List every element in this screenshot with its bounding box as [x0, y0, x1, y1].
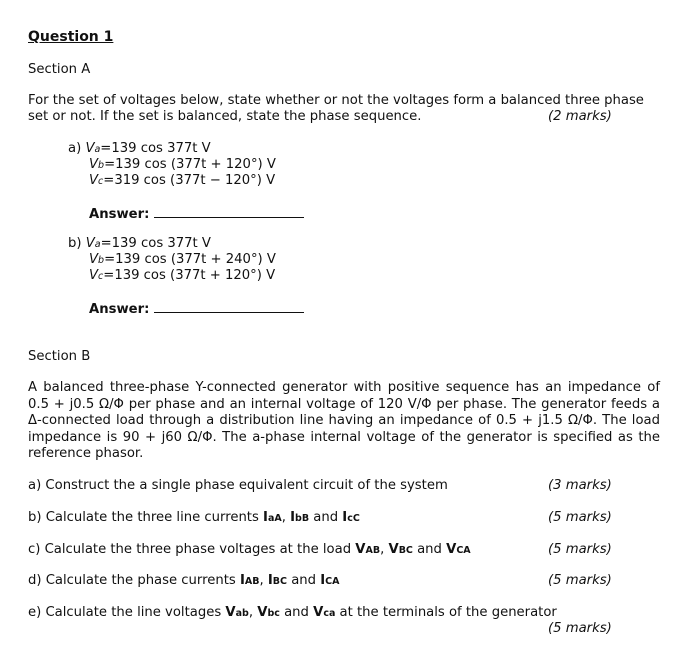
part-a-answer-label: Answer:	[89, 207, 150, 222]
section-a-heading: Section A	[28, 62, 91, 77]
section-b-heading: Section B	[28, 349, 91, 364]
voltage-AB	[355, 542, 380, 557]
separator: ,	[281, 510, 291, 525]
current-subscript: bB	[295, 513, 310, 524]
current-subscript: aA	[267, 513, 282, 524]
voltage-subscript: bc	[267, 608, 280, 619]
separator: ,	[380, 542, 389, 557]
part-a-va	[68, 141, 211, 156]
current-subscript: BC	[272, 576, 287, 587]
part-b-label: b)	[68, 236, 82, 251]
va-symbol: Va	[85, 236, 101, 251]
part-a-vc-expr: =319 cos (377t − 120°) V	[103, 173, 276, 188]
current-symbol: I	[267, 573, 273, 588]
item-b-text	[28, 510, 360, 525]
item-d-text	[28, 573, 339, 588]
item-d-prefix: d) Calculate the phase currents	[28, 573, 240, 588]
part-a-label: a)	[68, 141, 82, 156]
part-b-answer	[89, 300, 304, 317]
part-a-vb-expr: =139 cos (377t + 120°) V	[104, 157, 276, 172]
item-b-prefix: b) Calculate the three line currents	[28, 510, 264, 525]
voltage-subscript: ca	[323, 608, 336, 619]
voltage-bc	[257, 605, 280, 620]
vc-symbol: Vc	[89, 173, 104, 188]
item-a-text: a) Construct the a single phase equivalent circuit of the system	[28, 478, 448, 493]
current-symbol: I	[239, 573, 245, 588]
separator: and	[412, 542, 447, 557]
part-a-answer-line[interactable]	[154, 205, 304, 218]
part-a-va-expr: =139 cos 377t V	[100, 141, 211, 156]
voltage-symbol: V	[257, 605, 268, 620]
separator: and	[287, 573, 321, 588]
voltage-ab	[225, 605, 248, 620]
item-a-marks: (3 marks)	[548, 478, 612, 493]
item-c-text	[28, 542, 471, 557]
voltage-CA	[446, 542, 471, 557]
item-e-text	[28, 605, 557, 620]
voltage-subscript: AB	[365, 545, 381, 556]
current-subscript: AB	[244, 576, 260, 587]
current-aA	[263, 510, 282, 525]
part-a-answer	[89, 205, 304, 222]
item-b-marks: (5 marks)	[548, 510, 612, 525]
current-bB	[290, 510, 309, 525]
part-b-answer-label: Answer:	[89, 302, 150, 317]
vc-symbol: Vc	[89, 268, 104, 283]
vb-symbol: Vb	[89, 157, 105, 172]
part-a-vb	[89, 157, 276, 172]
current-symbol: I	[320, 573, 326, 588]
voltage-BC	[388, 542, 412, 557]
voltage-ca	[313, 605, 335, 620]
part-b-va	[68, 236, 211, 251]
item-c-prefix: c) Calculate the three phase voltages at the load	[28, 542, 356, 557]
voltage-symbol: V	[225, 605, 236, 620]
current-symbol: I	[290, 510, 296, 525]
question-title: Question 1	[28, 29, 114, 45]
section-a-intro-line2: set or not. If the set is balanced, state the phase sequence.	[28, 109, 422, 124]
current-cC	[342, 510, 360, 525]
current-AB	[240, 573, 260, 588]
current-symbol: I	[263, 510, 268, 525]
part-b-vb	[89, 252, 276, 267]
voltage-symbol: V	[388, 542, 399, 557]
separator: ,	[259, 573, 268, 588]
current-subscript: cC	[347, 513, 360, 524]
current-symbol: I	[342, 510, 348, 525]
voltage-symbol: V	[446, 542, 457, 557]
item-e-suffix: at the terminals of the generator	[335, 605, 557, 620]
part-a-vc	[89, 173, 275, 188]
section-b-paragraph: A balanced three-phase Y-connected generator with positive sequence has an impedance of 0.5 + j0.5 Ω/Φ per phase and an internal voltage of 120 V/Φ per phase. The generator feeds a Δ-connected load through a distribution line having an impedance of 0.5 + j1.5 Ω/Φ. The load impedance is 90 + j60 Ω/Φ. The a-phase internal voltage of the generator is specified as the reference phasor.	[28, 380, 660, 461]
section-a-marks: (2 marks)	[548, 109, 612, 124]
part-b-va-expr: =139 cos 377t V	[100, 236, 211, 251]
separator: ,	[248, 605, 258, 620]
part-b-vc	[89, 268, 275, 283]
va-symbol: Va	[85, 141, 101, 156]
voltage-subscript: BC	[398, 545, 413, 556]
section-a-intro-line1: For the set of voltages below, state whether or not the voltages form a balanced three phase	[28, 93, 644, 108]
current-CA	[320, 573, 339, 588]
voltage-symbol: V	[355, 542, 366, 557]
item-d-marks: (5 marks)	[548, 573, 612, 588]
separator: and	[279, 605, 314, 620]
voltage-subscript: ab	[235, 608, 249, 619]
vb-symbol: Vb	[89, 252, 105, 267]
item-e-prefix: e) Calculate the line voltages	[28, 605, 226, 620]
voltage-symbol: V	[313, 605, 324, 620]
separator: and	[309, 510, 343, 525]
current-subscript: CA	[325, 576, 340, 587]
item-c-marks: (5 marks)	[548, 542, 612, 557]
part-b-vb-expr: =139 cos (377t + 240°) V	[104, 252, 276, 267]
part-b-vc-expr: =139 cos (377t + 120°) V	[103, 268, 276, 283]
voltage-subscript: CA	[456, 545, 471, 556]
current-BC	[268, 573, 287, 588]
item-e-marks: (5 marks)	[548, 621, 612, 636]
part-b-answer-line[interactable]	[154, 300, 304, 313]
